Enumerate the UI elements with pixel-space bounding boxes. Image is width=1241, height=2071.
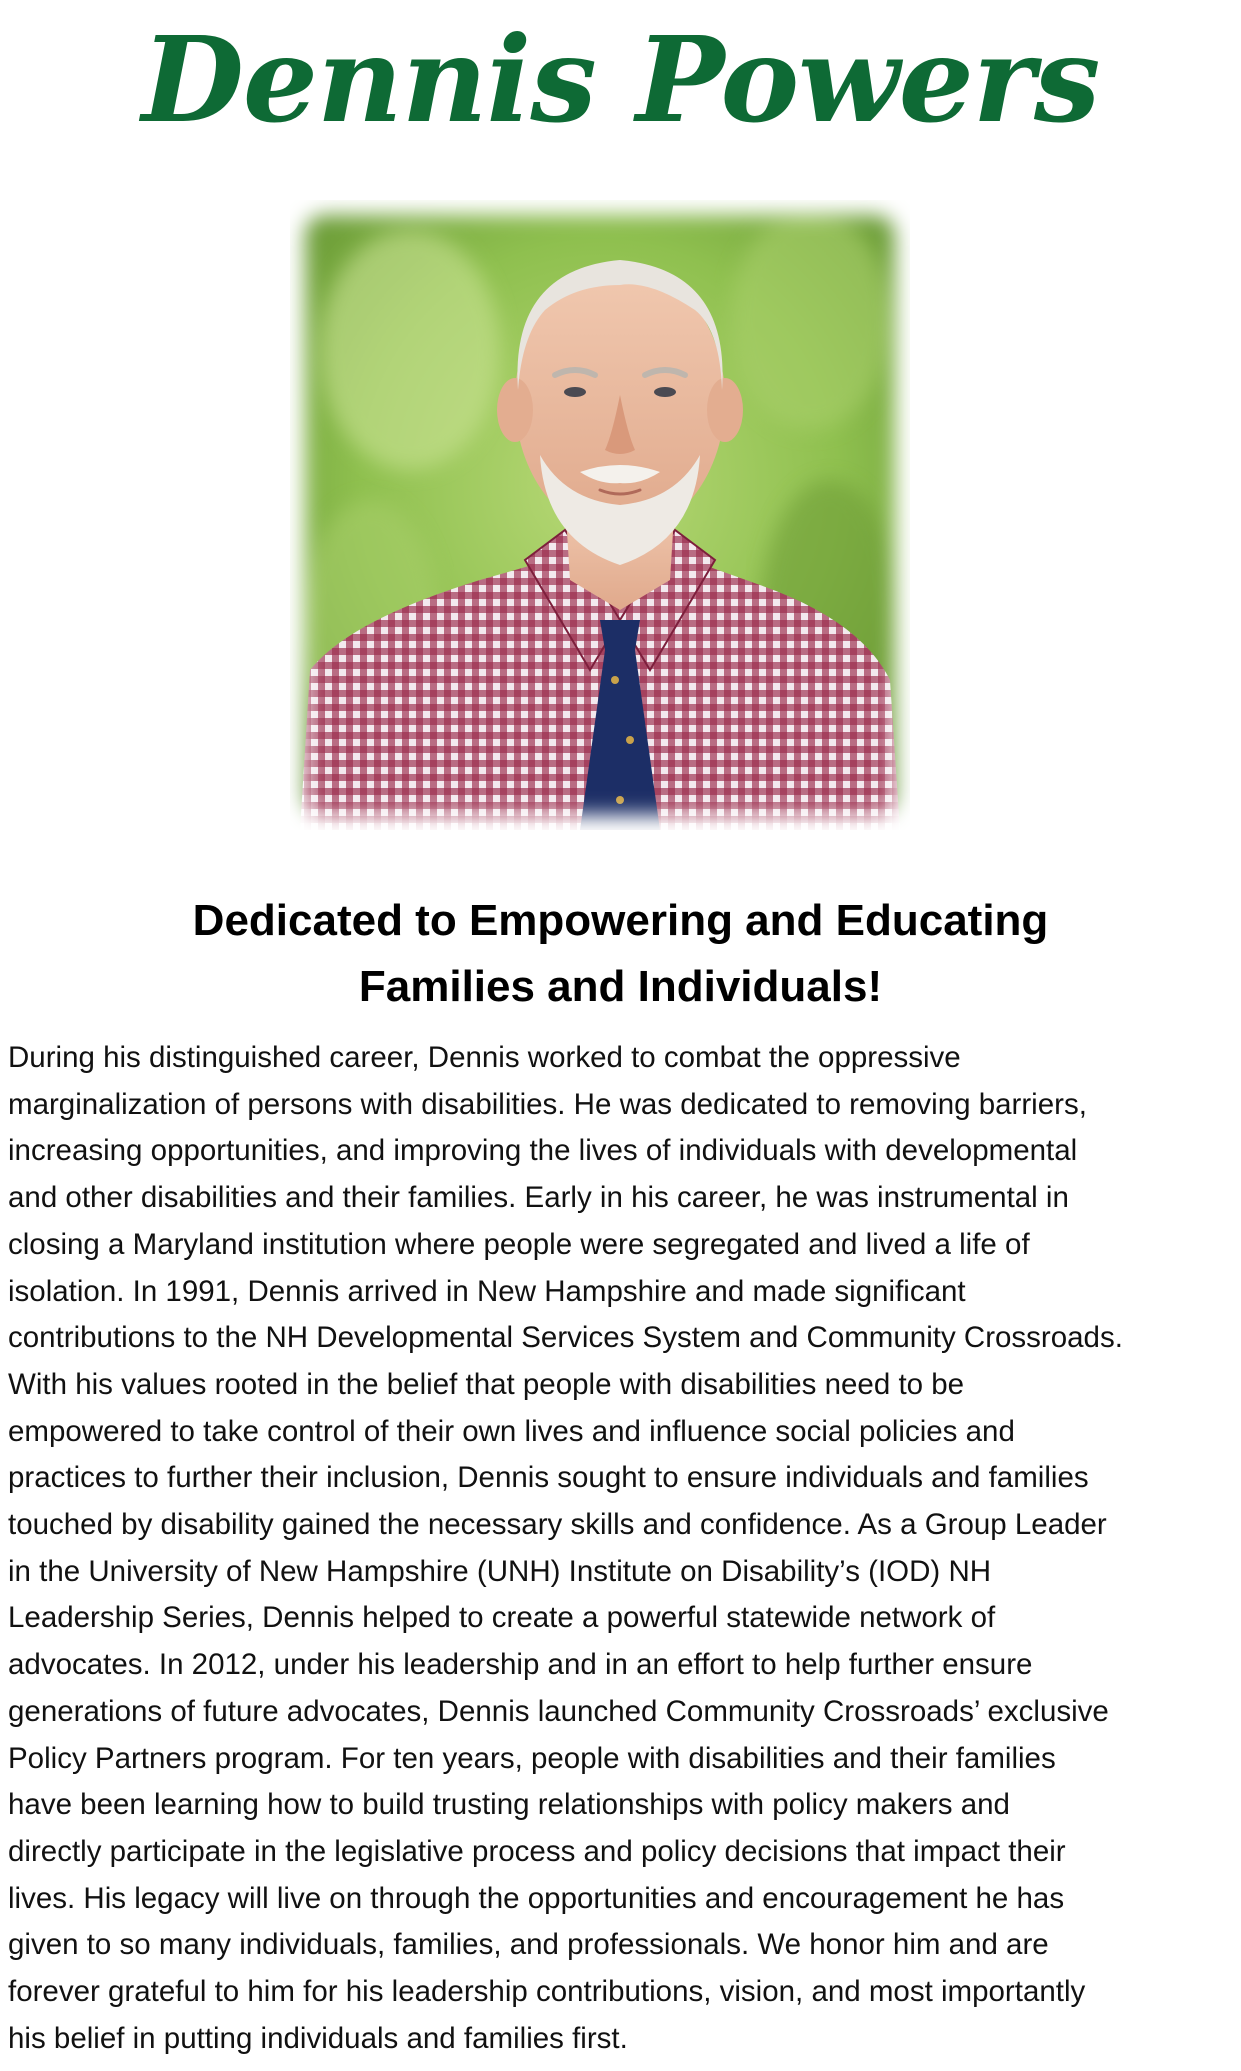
tribute-line: With his values rooted in the belief that people with disabilities need to be	[8, 1367, 965, 1401]
tribute-line: given to so many individuals, families, and professionals. We honor him and are	[8, 1928, 1049, 1962]
tribute-line: generations of future advocates, Dennis launched Community Crossroads’ exclusive	[8, 1694, 1109, 1728]
tribute-line: have been learning how to build trusting relationships with policy makers and	[8, 1788, 1010, 1822]
tribute-line: advocates. In 2012, under his leadership and in an effort to help further ensure	[8, 1648, 1033, 1682]
tribute-line: touched by disability gained the necessary skills and confidence. As a Group Leader	[8, 1508, 1107, 1542]
tribute-line: forever grateful to him for his leadership contributions, vision, and most importantly	[8, 1975, 1086, 2009]
tribute-line: and other disabilities and their families. Early in his career, he was instrumental in	[8, 1181, 1069, 1215]
tribute-line: closing a Maryland institution where people were segregated and lived a life of	[8, 1227, 1030, 1261]
page-title: Dennis Powers	[141, 10, 1100, 149]
portrait-photo	[290, 200, 910, 830]
tribute-paragraph	[8, 1035, 1238, 2062]
tribute-line: Leadership Series, Dennis helped to create a powerful statewide network of	[8, 1601, 996, 1635]
tribute-line: Policy Partners program. For ten years, people with disabilities and their families	[8, 1741, 1056, 1775]
tribute-line: practices to further their inclusion, Dennis sought to ensure individuals and families	[8, 1461, 1089, 1495]
dedication-heading-line-1: Dedicated to Empowering and Educating	[192, 896, 1049, 945]
tribute-line: directly participate in the legislative process and policy decisions that impact their	[8, 1834, 1066, 1868]
dedication-heading-line-2: Families and Individuals!	[358, 962, 883, 1011]
tribute-line: in the University of New Hampshire (UNH) Institute on Disability’s (IOD) NH	[8, 1554, 992, 1588]
tribute-line: increasing opportunities, and improving the lives of individuals with developmental	[8, 1134, 1078, 1168]
portrait-illustration	[290, 200, 910, 830]
tribute-line: lives. His legacy will live on through the opportunities and encouragement he has	[8, 1881, 1065, 1915]
tribute-line: his belief in putting individuals and families first.	[8, 2021, 628, 2055]
dedication-heading	[0, 888, 1241, 1020]
tribute-line: contributions to the NH Developmental Services System and Community Crossroads.	[8, 1321, 1123, 1355]
tribute-line: During his distinguished career, Dennis worked to combat the oppressive	[8, 1041, 961, 1074]
tribute-line: marginalization of persons with disabilities. He was dedicated to removing barriers,	[8, 1087, 1087, 1121]
tribute-line: empowered to take control of their own lives and influence social policies and	[8, 1414, 1015, 1448]
tribute-line: isolation. In 1991, Dennis arrived in New Hampshire and made significant	[8, 1274, 966, 1308]
